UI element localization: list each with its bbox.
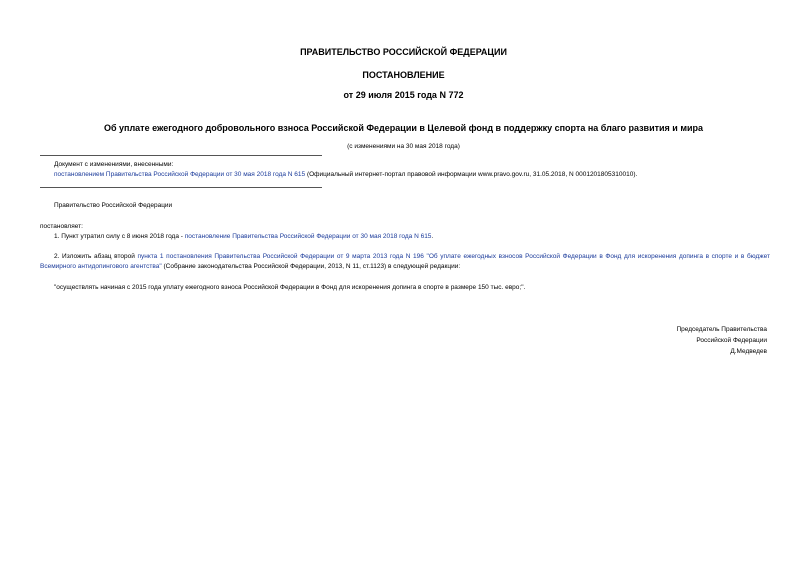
signature-line-2: Российской Федерации — [696, 337, 767, 344]
amendment-box-source — [54, 170, 637, 179]
amendments-note: (с изменениями на 30 мая 2018 года) — [347, 143, 460, 150]
amendment-box-intro: Документ с изменениями, внесенными: — [54, 161, 174, 168]
item-2 — [40, 252, 770, 272]
item-1-text: 1. Пункт утратил силу с 8 июня 2018 года - — [54, 233, 185, 240]
document-type: ПОСТАНОВЛЕНИЕ — [362, 70, 445, 80]
government-heading: ПРАВИТЕЛЬСТВО РОССИЙСКОЙ ФЕДЕРАЦИИ — [300, 47, 507, 57]
signature-line-3: Д.Медведев — [730, 348, 767, 355]
item-2-text: 2. Изложить абзац второй — [54, 253, 138, 260]
amendment-source-text: (Официальный интернет-портал правовой информации www.pravo.gov.ru, 31.05.2018, N 0001201805310010). — [305, 171, 638, 178]
signature-line-1: Председатель Правительства — [676, 326, 767, 333]
item-1-link[interactable]: постановление Правительства Российской Федерации от 30 мая 2018 года N 615 — [184, 233, 432, 240]
issuer-text: Правительство Российской Федерации — [54, 202, 173, 209]
decrees-text: постановляет: — [40, 223, 83, 230]
item-1 — [54, 232, 433, 241]
amendment-box-bottom-rule — [40, 187, 322, 188]
document-title: Об уплате ежегодного добровольного взноса Российской Федерации в Целевой фонд в поддержку спорта на благо развития и мира — [103, 123, 704, 133]
item-2-quote: "осуществлять начиная с 2015 года уплату ежегодного взноса Российской Федерации в Фонд для искоренения допинга в спорте в размере 150 тыс. евро;". — [54, 284, 526, 291]
item-2-link[interactable]: пункта 1 постановления Правительства Российской Федерации от 9 марта 2013 года N 196 "Об уплате ежегодных взносов Российской Федерации в Фонд для искоренения допинга в спорте и в бюджет Всемирного антидопингового агентства" — [40, 253, 770, 270]
item-2-end: (Собрание законодательства Российской Федерации, 2013, N 11, ст.1123) в следующей редакции: — [161, 263, 461, 270]
document-date-number: от 29 июля 2015 года N 772 — [343, 90, 464, 100]
amendment-box-top-rule — [40, 155, 322, 156]
amendment-link[interactable]: постановлением Правительства Российской Федерации от 30 мая 2018 года N 615 — [54, 171, 306, 178]
item-1-end: . — [431, 233, 434, 240]
